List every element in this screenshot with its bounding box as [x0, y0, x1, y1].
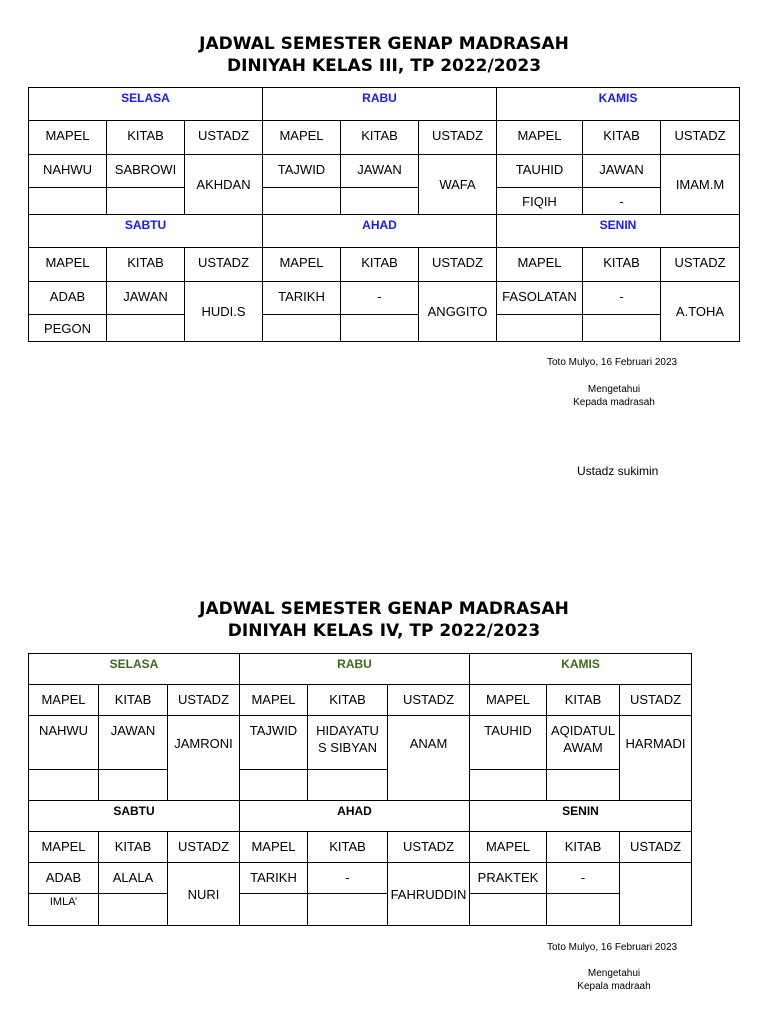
cell-mapel: TARIKH	[263, 282, 341, 315]
cell-kitab: -	[341, 282, 419, 315]
cell-kitab: JAWAN	[583, 155, 661, 188]
cell-mapel: TAJWID	[240, 716, 308, 770]
day-header-selasa: SELASA	[29, 88, 263, 121]
column-header-kitab: KITAB	[583, 248, 661, 282]
cell-ustadz: JAMRONI	[168, 716, 240, 801]
column-header-ustadz: USTADZ	[388, 832, 470, 863]
column-header-mapel: MAPEL	[497, 121, 583, 155]
cell-mapel: PEGON	[29, 315, 107, 342]
schedule-table-kelas-4	[28, 653, 692, 926]
column-header-ustadz: USTADZ	[620, 685, 692, 716]
cell-mapel	[470, 770, 547, 801]
signer-name: Ustadz sukimin	[577, 464, 659, 478]
cell-mapel	[263, 188, 341, 215]
column-header-kitab: KITAB	[341, 248, 419, 282]
cell-mapel	[240, 770, 308, 801]
cell-kitab: SABROWI	[107, 155, 185, 188]
cell-mapel: FIQIH	[497, 188, 583, 215]
place-date: Toto Mulyo, 16 Februari 2023	[547, 942, 678, 953]
column-header-mapel: MAPEL	[470, 832, 547, 863]
title-line-2: DINIYAH KELAS IV, TP 2022/2023	[227, 621, 541, 641]
cell-kitab	[547, 770, 620, 801]
cell-ustadz: A.TOHA	[661, 282, 740, 342]
column-header-kitab: KITAB	[547, 832, 620, 863]
cell-ustadz: IMAM.M	[661, 155, 740, 215]
cell-kitab	[308, 894, 388, 926]
cell-ustadz: WAFA	[419, 155, 497, 215]
cell-kitab	[341, 188, 419, 215]
column-header-ustadz: USTADZ	[168, 832, 240, 863]
cell-mapel: PRAKTEK	[470, 863, 547, 894]
cell-mapel: IMLA’	[29, 894, 99, 926]
cell-mapel: TAUHID	[497, 155, 583, 188]
day-header-rabu: RABU	[263, 88, 497, 121]
column-header-mapel: MAPEL	[29, 832, 99, 863]
place-date: Toto Mulyo, 16 Februari 2023	[547, 357, 678, 368]
acknowledgement-line-2: Kepada madrasah	[573, 397, 655, 408]
cell-ustadz: HARMADI	[620, 716, 692, 801]
day-header-senin: SENIN	[470, 801, 692, 832]
column-header-kitab: KITAB	[107, 121, 185, 155]
cell-mapel: NAHWU	[29, 716, 99, 770]
column-header-mapel: MAPEL	[240, 832, 308, 863]
column-header-mapel: MAPEL	[29, 121, 107, 155]
column-header-ustadz: USTADZ	[419, 248, 497, 282]
cell-kitab	[107, 188, 185, 215]
column-header-mapel: MAPEL	[29, 685, 99, 716]
column-header-mapel: MAPEL	[263, 121, 341, 155]
cell-kitab: AQIDATUL AWAM	[547, 716, 620, 770]
acknowledgement	[564, 383, 664, 409]
cell-kitab	[583, 315, 661, 342]
column-header-kitab: KITAB	[341, 121, 419, 155]
cell-mapel	[263, 315, 341, 342]
cell-kitab: -	[583, 188, 661, 215]
column-header-ustadz: USTADZ	[620, 832, 692, 863]
acknowledgement-line-1: Mengetahui	[587, 384, 641, 395]
day-header-ahad: AHAD	[263, 215, 497, 248]
column-header-ustadz: USTADZ	[185, 121, 263, 155]
column-header-kitab: KITAB	[308, 685, 388, 716]
cell-kitab: -	[547, 863, 620, 894]
schedule-title-kelas-3	[0, 33, 768, 77]
cell-kitab	[547, 894, 620, 926]
cell-kitab	[99, 894, 168, 926]
cell-kitab: HIDAYATU S SIBYAN	[308, 716, 388, 770]
cell-mapel: FASOLATAN	[497, 282, 583, 315]
cell-mapel: ADAB	[29, 282, 107, 315]
cell-mapel: TARIKH	[240, 863, 308, 894]
cell-kitab: ALALA	[99, 863, 168, 894]
cell-ustadz: ANGGITO	[419, 282, 497, 342]
cell-ustadz: HUDI.S	[185, 282, 263, 342]
acknowledgement	[564, 967, 664, 993]
cell-mapel	[470, 894, 547, 926]
cell-kitab: JAWAN	[99, 716, 168, 770]
column-header-ustadz: USTADZ	[388, 685, 470, 716]
cell-mapel: NAHWU	[29, 155, 107, 188]
column-header-mapel: MAPEL	[263, 248, 341, 282]
column-header-kitab: KITAB	[308, 832, 388, 863]
day-header-selasa: SELASA	[29, 654, 240, 685]
cell-kitab: -	[308, 863, 388, 894]
column-header-ustadz: USTADZ	[661, 248, 740, 282]
acknowledgement-line-2: Kepala madraah	[577, 981, 651, 992]
day-header-senin: SENIN	[497, 215, 740, 248]
day-header-rabu: RABU	[240, 654, 470, 685]
column-header-ustadz: USTADZ	[168, 685, 240, 716]
cell-ustadz: FAHRUDDIN	[388, 863, 470, 926]
day-header-kamis: KAMIS	[470, 654, 692, 685]
cell-kitab: JAWAN	[341, 155, 419, 188]
acknowledgement-line-1: Mengetahui	[587, 968, 641, 979]
day-header-ahad: AHAD	[240, 801, 470, 832]
day-header-kamis: KAMIS	[497, 88, 740, 121]
cell-ustadz	[620, 863, 692, 926]
cell-mapel	[29, 188, 107, 215]
cell-ustadz: AKHDAN	[185, 155, 263, 215]
cell-kitab	[99, 770, 168, 801]
cell-ustadz: NURI	[168, 863, 240, 926]
title-line-1: JADWAL SEMESTER GENAP MADRASAH	[199, 599, 569, 619]
column-header-mapel: MAPEL	[240, 685, 308, 716]
cell-mapel: ADAB	[29, 863, 99, 894]
title-line-1: JADWAL SEMESTER GENAP MADRASAH	[199, 34, 569, 54]
cell-kitab	[341, 315, 419, 342]
cell-ustadz: ANAM	[388, 716, 470, 801]
cell-kitab	[308, 770, 388, 801]
cell-mapel	[29, 770, 99, 801]
title-line-2: DINIYAH KELAS III, TP 2022/2023	[226, 56, 542, 76]
column-header-ustadz: USTADZ	[419, 121, 497, 155]
column-header-kitab: KITAB	[99, 832, 168, 863]
schedule-table-kelas-3	[28, 87, 740, 342]
schedule-title-kelas-4	[0, 598, 768, 642]
day-header-sabtu: SABTU	[29, 215, 263, 248]
column-header-kitab: KITAB	[547, 685, 620, 716]
day-header-sabtu: SABTU	[29, 801, 240, 832]
column-header-kitab: KITAB	[99, 685, 168, 716]
cell-mapel: TAUHID	[470, 716, 547, 770]
cell-kitab: JAWAN	[107, 282, 185, 315]
cell-mapel: TAJWID	[263, 155, 341, 188]
cell-mapel	[240, 894, 308, 926]
cell-mapel	[497, 315, 583, 342]
column-header-kitab: KITAB	[107, 248, 185, 282]
column-header-mapel: MAPEL	[497, 248, 583, 282]
column-header-mapel: MAPEL	[470, 685, 547, 716]
cell-kitab	[107, 315, 185, 342]
column-header-kitab: KITAB	[583, 121, 661, 155]
column-header-mapel: MAPEL	[29, 248, 107, 282]
cell-kitab: -	[583, 282, 661, 315]
column-header-ustadz: USTADZ	[185, 248, 263, 282]
column-header-ustadz: USTADZ	[661, 121, 740, 155]
